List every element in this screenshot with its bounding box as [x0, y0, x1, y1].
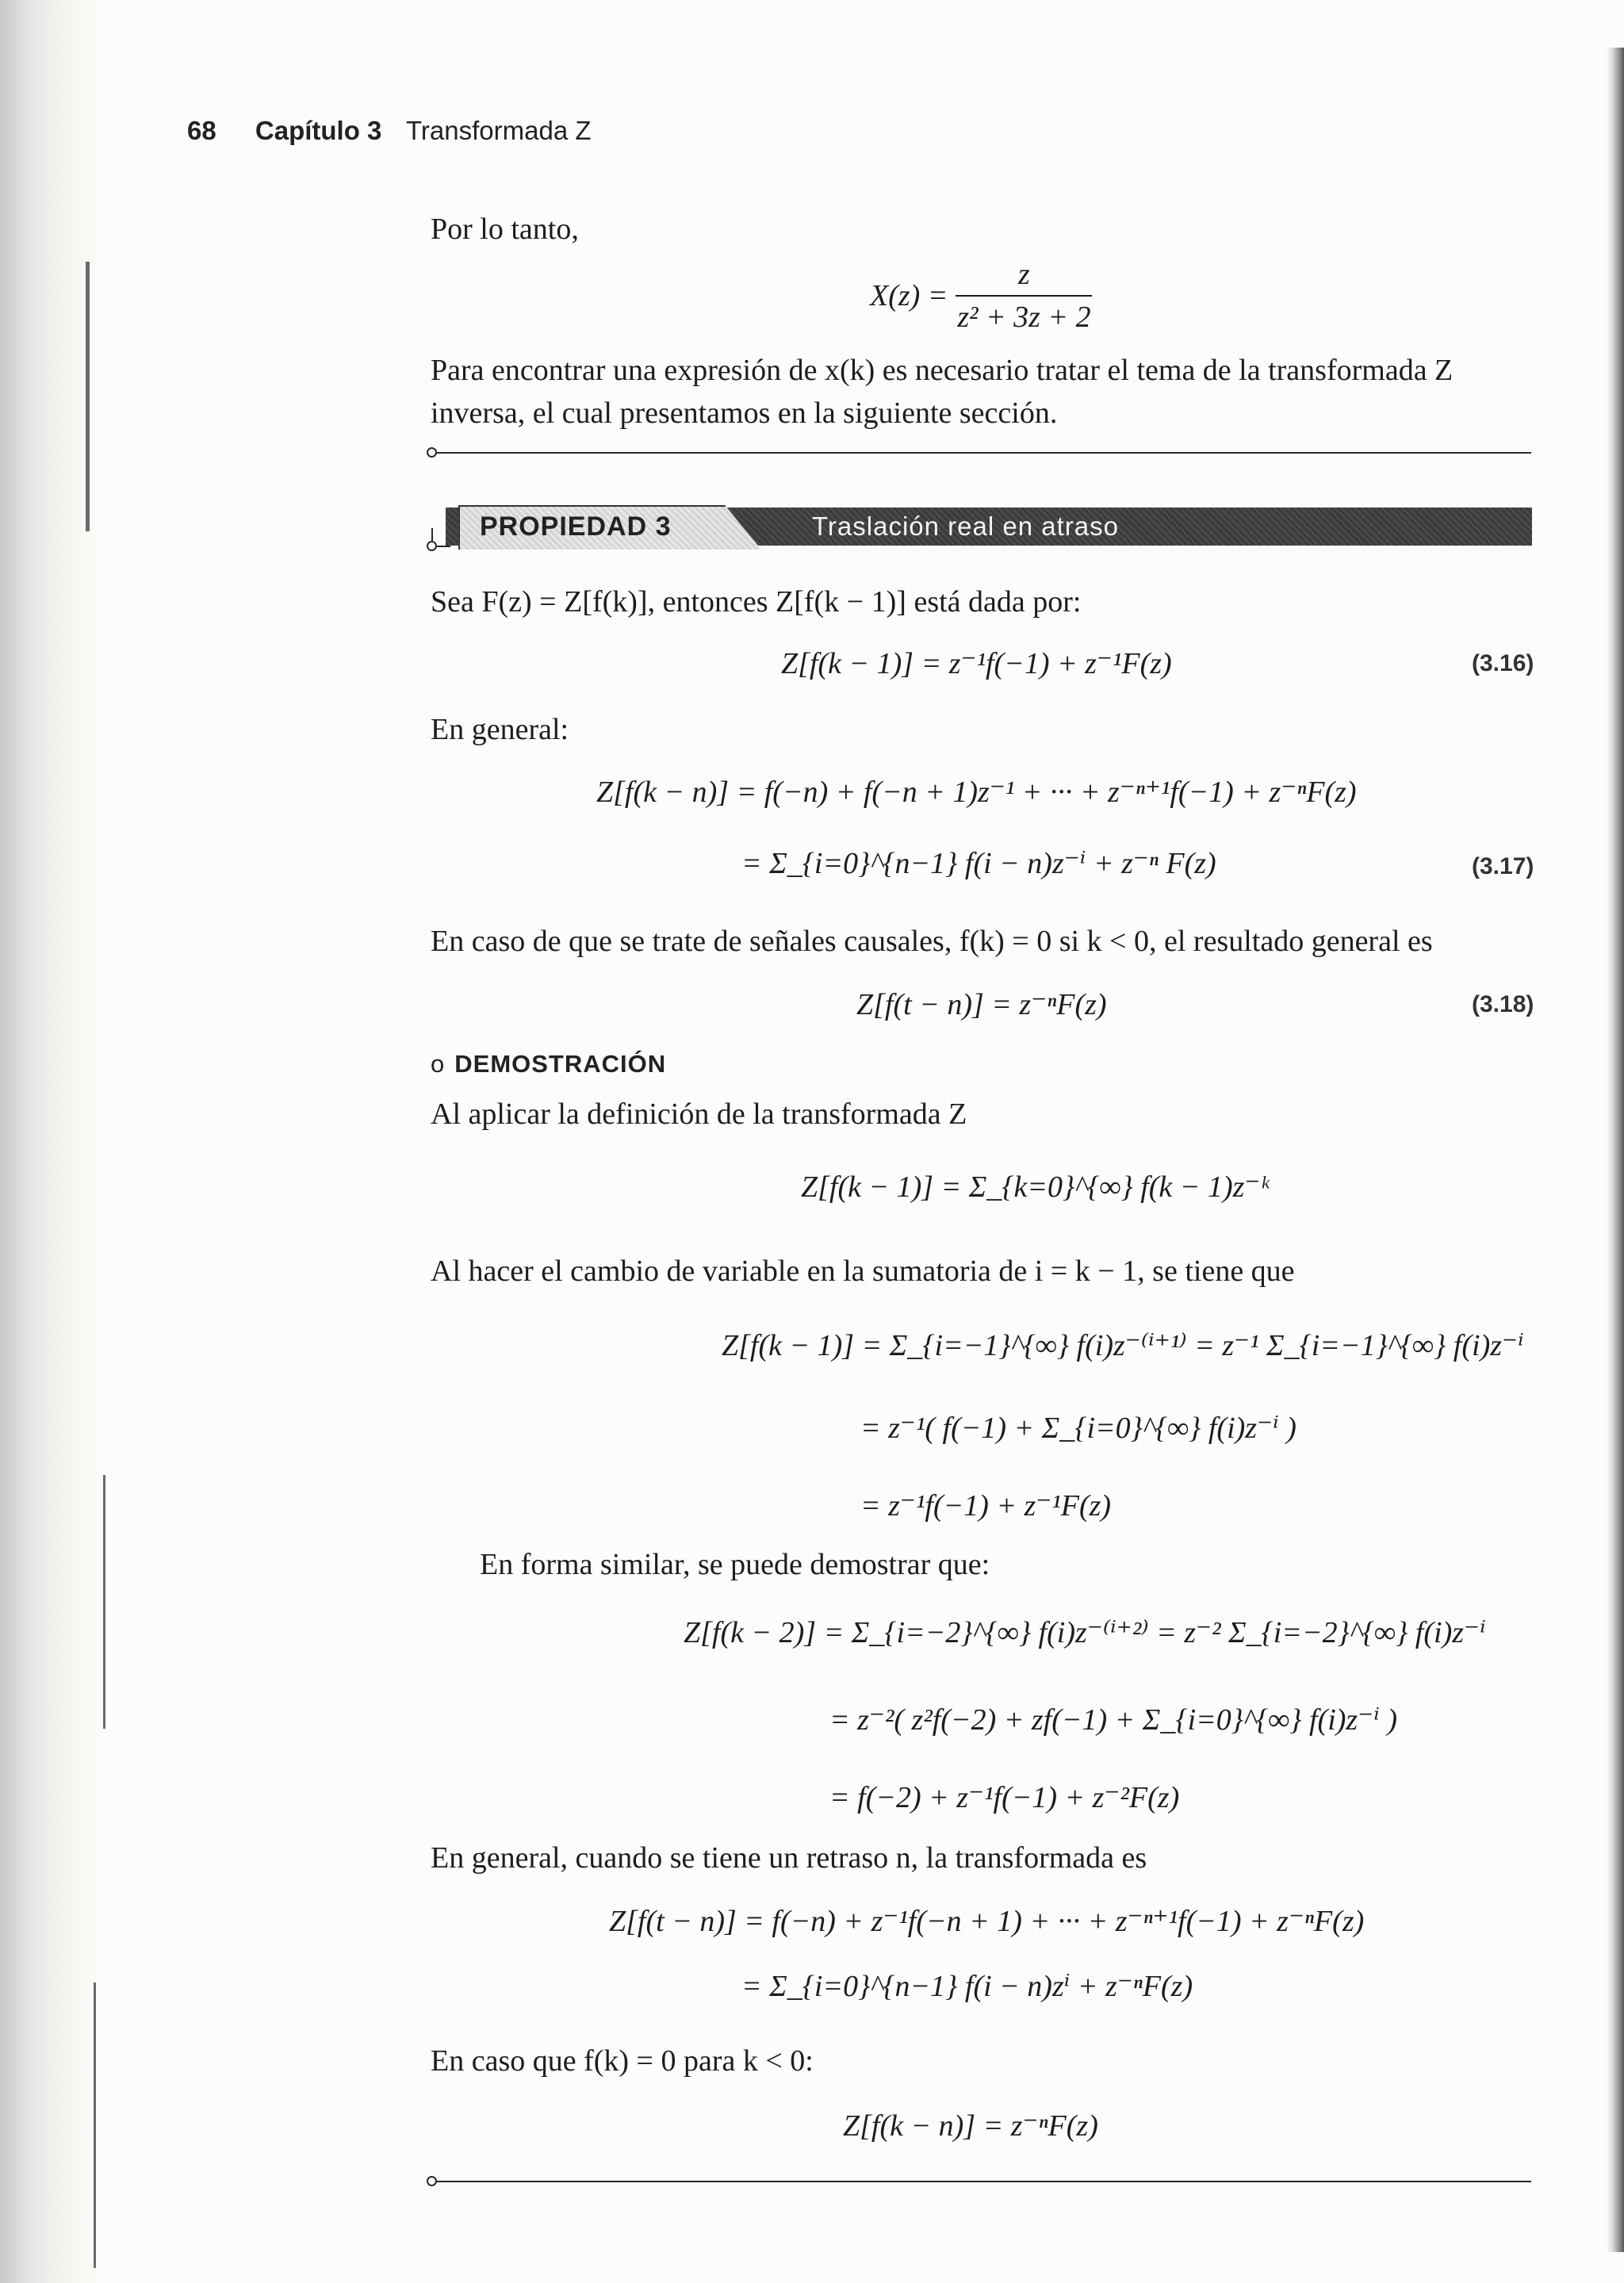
paragraph-definition: Al aplicar la definición de la transformada Z [431, 1097, 967, 1131]
section-rule [431, 452, 1531, 454]
equation-c-line2: = Σ_{i=0}^{n−1} f(i − n)zⁱ + z⁻ⁿF(z) [741, 1970, 1193, 2003]
section-end-rule [431, 2181, 1531, 2182]
paragraph-causal: En caso de que se trate de señales causales, f(k) = 0 si k < 0, el resultado general es [431, 925, 1433, 958]
rule-dot [427, 2176, 437, 2186]
equation-3-17-line1: Z[f(k − n)] = f(−n) + f(−n + 1)z⁻¹ + ··· + z⁻ⁿ⁺¹f(−1) + z⁻ⁿF(z) [596, 776, 1357, 809]
rule-dot [427, 447, 437, 458]
proof-heading [431, 1050, 666, 1078]
book-spine-shadow-right [1607, 48, 1624, 2252]
paragraph-inverse-z: Para encontrar una expresión de x(k) es necesario tratar el tema de la transformada Z inversa, el cual presentamos en la siguiente sección. [431, 354, 1454, 430]
equation-3-17-line2: = Σ_{i=0}^{n−1} f(i − n)z⁻ⁱ + z⁻ⁿ F(z) [741, 847, 1216, 880]
equation-number-3-16: (3.16) [1472, 650, 1534, 676]
rule-dot [427, 541, 437, 551]
equation-number-3-18: (3.18) [1472, 991, 1534, 1017]
paragraph-similar: En forma similar, se puede demostrar que: [480, 1548, 990, 1581]
equation-definition: Z[f(k − 1)] = Σ_{k=0}^{∞} f(k − 1)z⁻ᵏ [801, 1170, 1270, 1204]
page-number: 68 [187, 116, 216, 145]
paragraph-por-lo-tanto: Por lo tanto, [431, 213, 579, 246]
proof-heading-label: DEMOSTRACIÓN [454, 1050, 667, 1078]
equation-a-line1: Z[f(k − 1)] = Σ_{i=−1}^{∞} f(i)z⁻⁽ⁱ⁺¹⁾ = z⁻¹ Σ_{i=−1}^{∞} f(i)z⁻ⁱ [722, 1329, 1524, 1362]
equation-xz-denominator: z² + 3z + 2 [957, 301, 1091, 334]
paragraph-retraso: En general, cuando se tiene un retraso n, la transformada es [431, 1841, 1147, 1875]
spine-line [86, 262, 90, 531]
equation-xz [870, 257, 1092, 335]
paragraph-change-of-variable: Al hacer el cambio de variable en la sumatoria de i = k − 1, se tiene que [431, 1255, 1295, 1288]
chapter-title: Transformada Z [405, 116, 592, 145]
equation-b-line2: = z⁻²( z²f(−2) + zf(−1) + Σ_{i=0}^{∞} f(i)z⁻ⁱ ) [829, 1703, 1398, 1737]
equation-xz-numerator: z [1018, 258, 1030, 291]
equation-a-line2: = z⁻¹( f(−1) + Σ_{i=0}^{∞} f(i)z⁻ⁱ ) [860, 1412, 1297, 1445]
equation-number-3-17: (3.17) [1472, 853, 1534, 879]
equation-3-16: Z[f(k − 1)] = z⁻¹f(−1) + z⁻¹F(z) [781, 647, 1172, 680]
property-title: Traslación real en atraso [812, 511, 1119, 541]
equation-xz-lhs: X(z) = [870, 279, 948, 312]
paragraph-causal-case: En caso que f(k) = 0 para k < 0: [431, 2044, 814, 2078]
spine-line [94, 1982, 96, 2268]
bullet-circle-icon: o [431, 1050, 446, 1078]
chapter-label: Capítulo 3 [255, 116, 382, 145]
equation-b-line1: Z[f(k − 2)] = Σ_{i=−2}^{∞} f(i)z⁻⁽ⁱ⁺²⁾ = z⁻² Σ_{i=−2}^{∞} f(i)z⁻ⁱ [684, 1616, 1486, 1649]
equation-a-line3: = z⁻¹f(−1) + z⁻¹F(z) [860, 1489, 1112, 1523]
equation-c-line1: Z[f(t − n)] = f(−n) + z⁻¹f(−n + 1) + ··· + z⁻ⁿ⁺¹f(−1) + z⁻ⁿF(z) [609, 1905, 1365, 1938]
equation-b-line3: = f(−2) + z⁻¹f(−1) + z⁻²F(z) [829, 1781, 1180, 1814]
paragraph-en-general: En general: [431, 713, 569, 746]
spine-line [103, 1475, 105, 1729]
equation-final: Z[f(k − n)] = z⁻ⁿF(z) [843, 2109, 1098, 2143]
property-label: PROPIEDAD 3 [480, 511, 672, 542]
book-spine-shadow-left [0, 0, 111, 2283]
running-head [187, 116, 592, 146]
equation-xz-fraction [956, 257, 1092, 335]
paragraph-statement: Sea F(z) = Z[f(k)], entonces Z[f(k − 1)] está dada por: [431, 585, 1082, 619]
equation-3-18: Z[f(t − n)] = z⁻ⁿF(z) [856, 988, 1107, 1021]
